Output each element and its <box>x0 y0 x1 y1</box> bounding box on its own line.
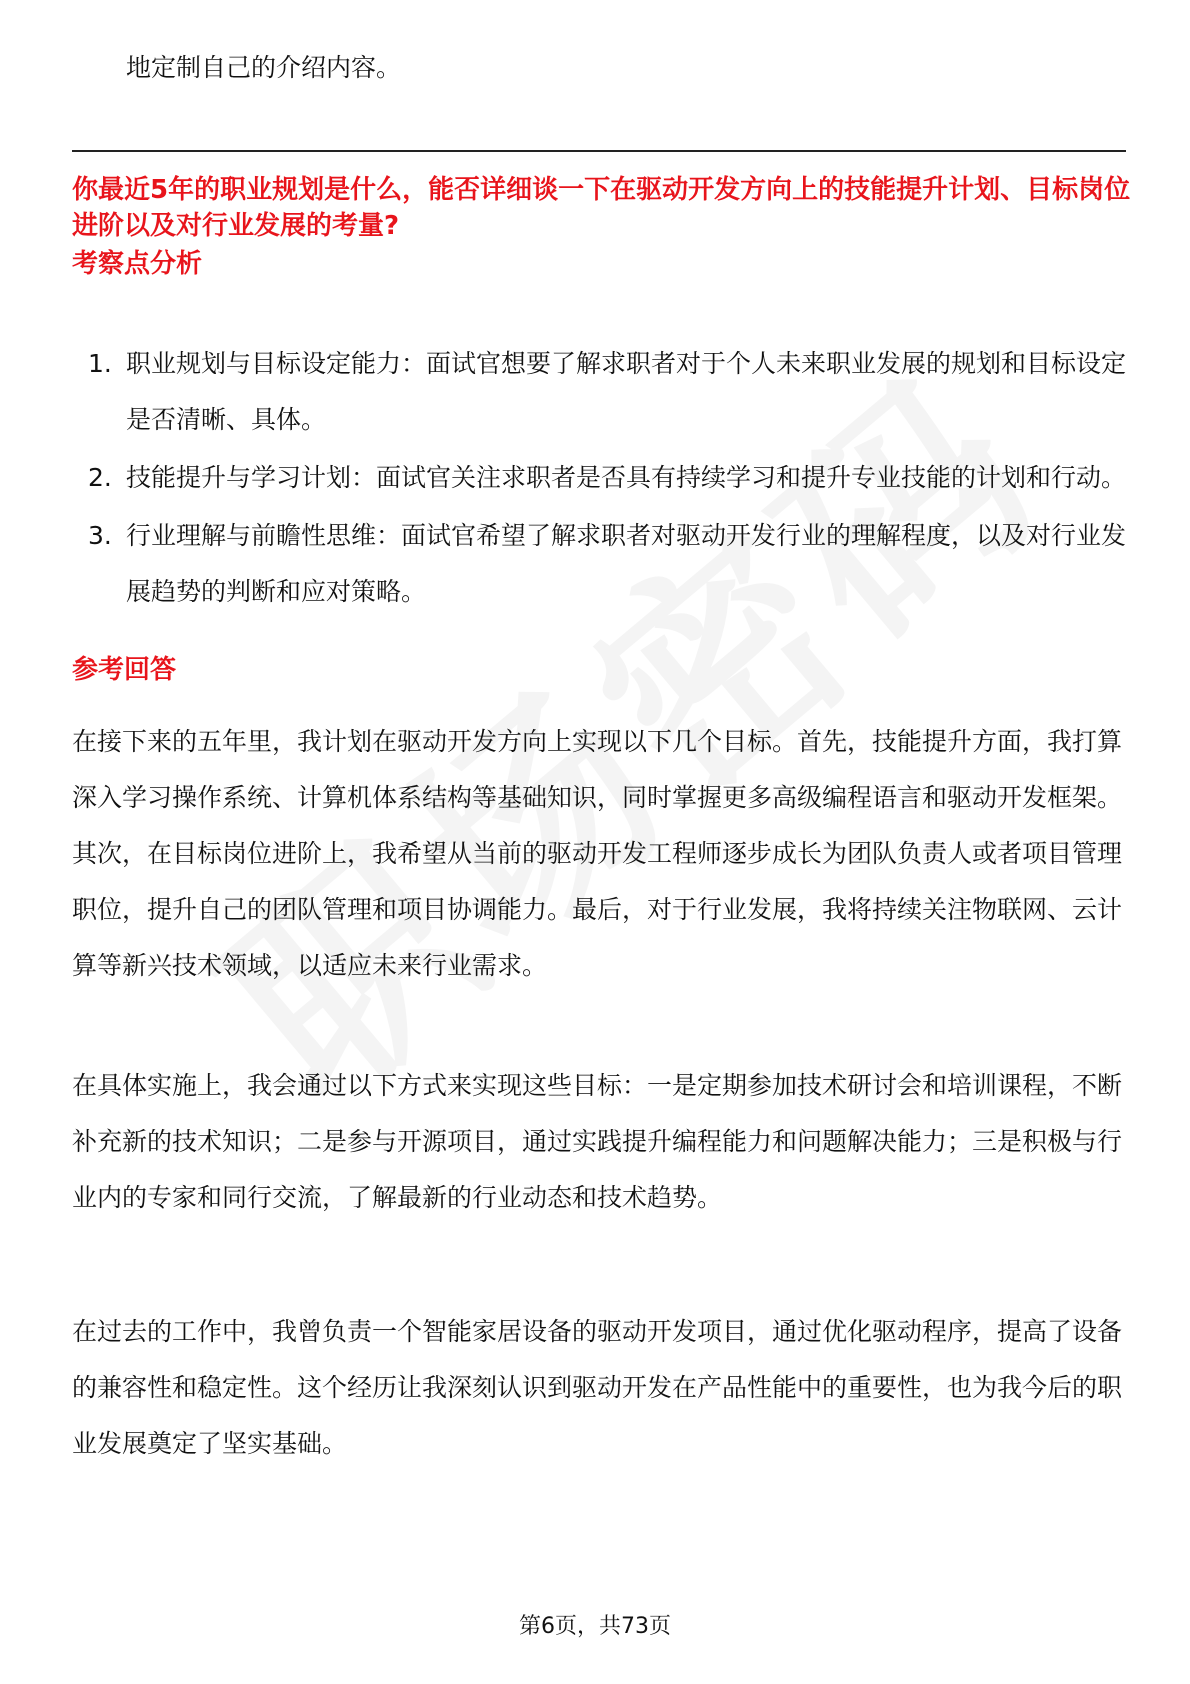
analysis-item-text: 技能提升与学习计划：面试官关注求职者是否具有持续学习和提升专业技能的计划和行动。 <box>126 463 1127 492</box>
analysis-title: 考察点分析 <box>72 249 203 279</box>
page-footer: 第6页，共73页 <box>519 1614 671 1639</box>
section-divider <box>72 150 1126 152</box>
list-number: 1. <box>88 349 112 378</box>
list-number: 2. <box>88 463 112 492</box>
question-heading: 你最近5年的职业规划是什么，能否详细谈一下在驱动开发方向上的技能提升计划、目标岗位进阶以及对行业发展的考量? <box>72 175 1131 241</box>
answer-paragraph: 在具体实施上，我会通过以下方式来实现这些目标：一是定期参加技术研讨会和培训课程，不断补充新的技术知识；二是参与开源项目，通过实践提升编程能力和问题解决能力；三是积极与行业内的专家和同行交流，了解最新的行业动态和技术趋势。 <box>72 1071 1123 1212</box>
list-number: 3. <box>88 521 112 550</box>
continuation-text: 地定制自己的介绍内容。 <box>126 53 402 82</box>
analysis-item-text: 行业理解与前瞻性思维：面试官希望了解求职者对驱动开发行业的理解程度，以及对行业发展趋势的判断和应对策略。 <box>126 521 1127 606</box>
analysis-item <box>72 336 1132 448</box>
analysis-item-text: 职业规划与目标设定能力：面试官想要了解求职者对于个人未来职业发展的规划和目标设定是否清晰、具体。 <box>126 349 1127 434</box>
answer-paragraph: 在过去的工作中，我曾负责一个智能家居设备的驱动开发项目，通过优化驱动程序，提高了设备的兼容性和稳定性。这个经历让我深刻认识到驱动开发在产品性能中的重要性，也为我今后的职业发展奠定了坚实基础。 <box>72 1317 1123 1458</box>
reference-title: 参考回答 <box>72 655 177 685</box>
analysis-item <box>72 450 1132 506</box>
analysis-item <box>72 508 1132 620</box>
analysis-list <box>72 336 1132 622</box>
answer-paragraph: 在接下来的五年里，我计划在驱动开发方向上实现以下几个目标。首先，技能提升方面，我打算深入学习操作系统、计算机体系结构等基础知识，同时掌握更多高级编程语言和驱动开发框架。其次，在目标岗位进阶上，我希望从当前的驱动开发工程师逐步成长为团队负责人或者项目管理职位，提升自己的团队管理和项目协调能力。最后，对于行业发展，我将持续关注物联网、云计算等新兴技术领域，以适应未来行业需求。 <box>72 727 1123 980</box>
